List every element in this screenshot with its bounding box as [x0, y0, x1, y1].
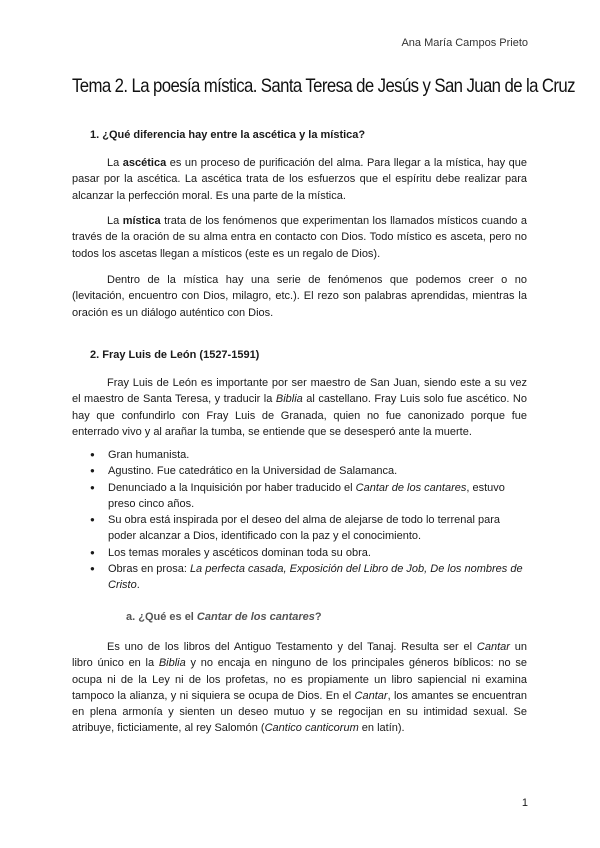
text-line: (levitación, encuentro con Dios, milagro, etc.). El rezo son palabras aprendidas, mientras la: [72, 290, 527, 303]
text-line: todos los ascetas llegan a místicos (este es un regalo de Dios).: [72, 247, 381, 260]
text-line: pasar por la ascética. La ascética trata de los esfuerzos que el espíritu debe realizar para: [72, 173, 527, 186]
subsection-a-heading: a. ¿Qué es el Cantar de los cantares?: [126, 611, 322, 623]
text-line: atribuye, ficticiamente, al rey Salomón (Cantico canticorum en latín).: [72, 722, 405, 735]
text-line: [72, 213, 527, 229]
text-line-content: La mística trata de los fenómenos que experimentan los llamados místicos cuando a: [107, 215, 528, 227]
text-line: el maestro de Santa Teresa, y traducir la Biblia al castellano. Fray Luis solo fue ascético. No: [72, 393, 527, 406]
text-line: [72, 639, 527, 655]
text-line: [72, 155, 527, 171]
page-number: 1: [521, 797, 528, 809]
section-1-heading: 1. ¿Qué diferencia hay entre la ascética y la mística?: [90, 129, 366, 141]
list-item: ● Los temas morales y ascéticos dominan toda su obra.: [90, 545, 527, 561]
text-line-content: La ascética es un proceso de purificación del alma. Para llegar a la mística, hay que: [107, 157, 527, 169]
list-item: ● Obras en prosa: La perfecta casada, Exposición del Libro de Job, De los nombres de Cristo.: [90, 561, 527, 594]
text-line: hay que confundirlo con Fray Luis de Granada, quien no fue canonizado porque fue: [72, 409, 527, 422]
bullet-list: [90, 447, 527, 594]
text-line: en plena armonía y sienten un deseo mutuo y se regocijan en su intimidad sexual. Se: [72, 706, 527, 719]
section-1-paragraph-2: [72, 213, 527, 262]
document-title: Tema 2. La poesía mística. Santa Teresa de Jesús y San Juan de la Cruz: [72, 75, 575, 97]
text-line: libro único en la Biblia y no encaja en ninguno de los principales géneros bíblicos: no se: [72, 657, 527, 670]
text-line: oración es un diálogo auténtico con Dios.: [72, 306, 274, 319]
section-1-paragraph-1: [72, 155, 527, 204]
list-item: ● Su obra está inspirada por el deseo del alma de alejarse de todo lo terrenal para poder alcanzar a Dios, identificado con la paz y el conocimiento.: [90, 512, 527, 545]
text-line: [72, 375, 527, 391]
subsection-a-paragraph: [72, 639, 527, 737]
list-item: ● Gran humanista.: [90, 447, 527, 463]
list-item: ● Denunciado a la Inquisición por haber traducido el Cantar de los cantares, estuvo preso cinco años.: [90, 480, 527, 513]
text-line: [72, 272, 527, 288]
text-line-content: Es uno de los libros del Antiguo Testamento y del Tanaj. Resulta ser el Cantar un: [107, 641, 528, 653]
text-line-content: Fray Luis de León es importante por ser maestro de San Juan, siendo este a su vez: [107, 377, 527, 389]
list-item: ● Agustino. Fue catedrático en la Universidad de Salamanca.: [90, 463, 527, 479]
text-line: ocupa ni de la Ley ni de los profetas, no es propiamente un libro sapiencial ni examina: [72, 673, 527, 686]
text-line: alcanzar la perfección moral. Es una parte de la mística.: [72, 189, 346, 202]
section-2-paragraph-1: [72, 375, 527, 440]
section-2-heading: 2. Fray Luis de León (1527-1591): [90, 349, 260, 361]
text-line-content: Dentro de la mística hay una serie de fenómenos que podemos creer o no: [107, 274, 527, 286]
author-header: Ana María Campos Prieto: [401, 37, 528, 49]
text-line: través de la oración de su alma entra en contacto con Dios. Todo místico es asceta, pero no: [72, 231, 527, 244]
text-line: tampoco la alianza, y ni siquiera se ocupa de Dios. En el Cantar, los amantes se encuentran: [72, 689, 527, 702]
section-1-paragraph-3: [72, 272, 527, 321]
text-line: enterrado vivo y al arañar la tumba, se entiende que se desesperó ante la muerte.: [72, 425, 472, 438]
